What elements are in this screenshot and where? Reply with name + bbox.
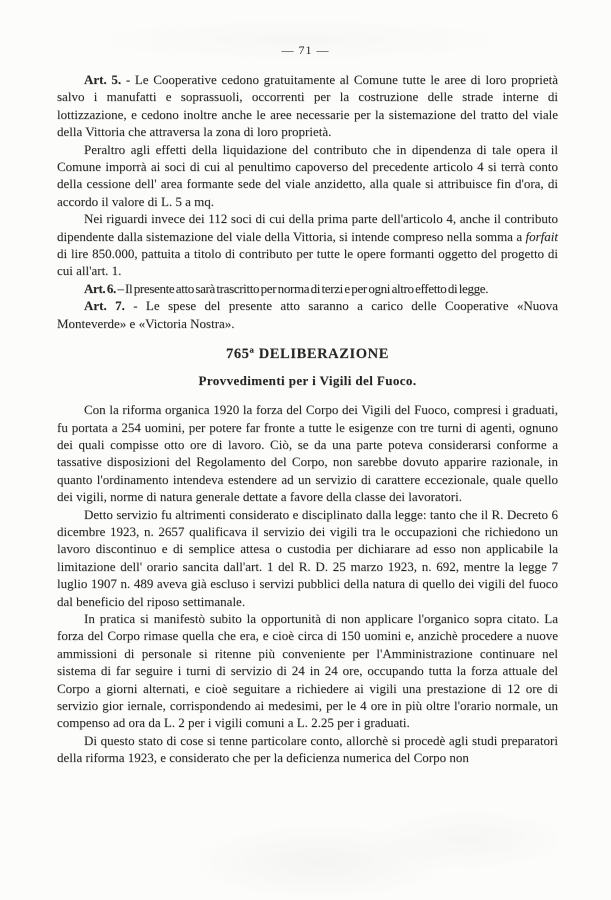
text-segment: In pratica si manifestò subito la opportunità di non applicare l'organico sopra citato. La forza del Corpo rimase quella che era, e cioè circa di 150 uomini e, anzichè procedere a nuove ammissioni di personale si ritenne più conveniente per l'Amministrazione continuare nel sistema di far seguire i turni di servizio di 24 in 24 ore, occupando tutta la forza attuale del Corpo a giorni alternati, e cioè seguitare a richiedere ai vigili una prestazione di 12 ore di servizio gior iernale, corrispondendo ai medesimi, per le 4 ore in più oltre l'orario normale, un compenso ad ora da L. 2 per i vigili comuni a L. 2.25 per i graduati. (57, 610, 558, 731)
paragraph (57, 610, 558, 732)
text-segment: Art. 7. (84, 298, 125, 314)
text-segment: Con la riforma organica 1920 la forza del Corpo dei Vigili del Fuoco, compresi i graduati, fu portata a 254 uomini, per potere far fronte a tutte le esigenze con tre turni di agenti, ognuno dei quali compisse otto ore di lavoro. Ciò, se da una parte poteva considerarsi conforme a tassative disposizioni del Regolamento del Corpo, non sarebbe dovuto apparire razionale, in quanto l'ordinamento intendeva estendere ad un servizio di carattere eccezionale, quale quello dei vigili, norme di natura generale dettate a favore della classe dei lavoratori. (57, 402, 558, 505)
text-column (57, 71, 558, 767)
text-segment: – Il presente atto sarà trascritto per norma di terzi e per ogni altro effetto di legge. (115, 280, 489, 296)
text-segment: - Le Cooperative cedono gratuitamente al Comune tutte le aree di loro proprietà salvo i manufatti e soprassuoli, occorrenti per la costruzione delle strade interne di lottizzazione, e cedono inoltre anche le aree necessarie per la sistemazione del tratto del viale della Vittoria che attraversa la zona di loro proprietà. (57, 72, 558, 140)
paragraph (57, 71, 558, 141)
page-number: — 71 — (281, 43, 330, 57)
text-segment: Art. 6. (84, 280, 116, 296)
articles-section (57, 71, 558, 332)
text-segment: Di questo stato di cose si tenne particolare conto, allorchè si procedè agli studi preparatori della riforma 1923, e considerato che per la deficienza numerica del Corpo non (57, 732, 558, 766)
paragraph (57, 506, 558, 610)
text-segment: Art. 5. (84, 72, 122, 87)
paragraph (57, 141, 558, 211)
paragraph (57, 280, 558, 297)
paragraph (57, 732, 558, 767)
text-segment: di lire 850.000, pattuita a titolo di contributo per tutte le opere formanti oggetto del progetto di cui all'art. 1. (57, 246, 558, 279)
text-segment: forfait (525, 228, 558, 244)
deliberation-subheading: Provvedimenti per i Vigili del Fuoco. (198, 373, 417, 389)
text-segment: Peraltro agli effetti della liquidazione del contributo che in dipendenza di tale opera il Comune imporrà ai soci di cui al penultimo capoverso del precedente articolo 4 si terrà conto della cessione dell' area formante sede del viale anzidetto, alla quale si attribuisce fin d'ora, di accordo il valore di L. 5 a mq. (57, 141, 558, 209)
paragraph (57, 210, 558, 280)
text-segment: - Le spese del presente atto saranno a carico delle Cooperative «Nuova Monteverde» e «Victoria Nostra». (57, 298, 558, 331)
text-segment: Detto servizio fu altrimenti considerato e disciplinato dalla legge: tanto che il R. Decreto 6 dicembre 1923, n. 2657 qualificava il servizio dei vigili tra le occupazioni che richiedono un lavoro discontinuo e di semplice attesa o custodia per dichiarare ad esso non applicabile la limitazione dell' orario sancita dall'art. 1 del R. D. 25 marzo 1923, n. 692, mentre la legge 7 luglio 1907 n. 489 aveva già escluso i servizi pubblici della natura di quello dei vigili del fuoco dal beneficio del riposo settimanale. (57, 506, 558, 609)
deliberation-heading: 765ª DELIBERAZIONE (225, 346, 389, 363)
paragraph (57, 401, 558, 505)
text-segment: Nei riguardi invece dei 112 soci di cui della prima parte dell'articolo 4, anche il contributo dipendente dalla sistemazione del viale della Vittoria, si intende compreso nella somma a (57, 211, 558, 244)
body-section (57, 401, 558, 767)
paragraph (57, 297, 558, 332)
